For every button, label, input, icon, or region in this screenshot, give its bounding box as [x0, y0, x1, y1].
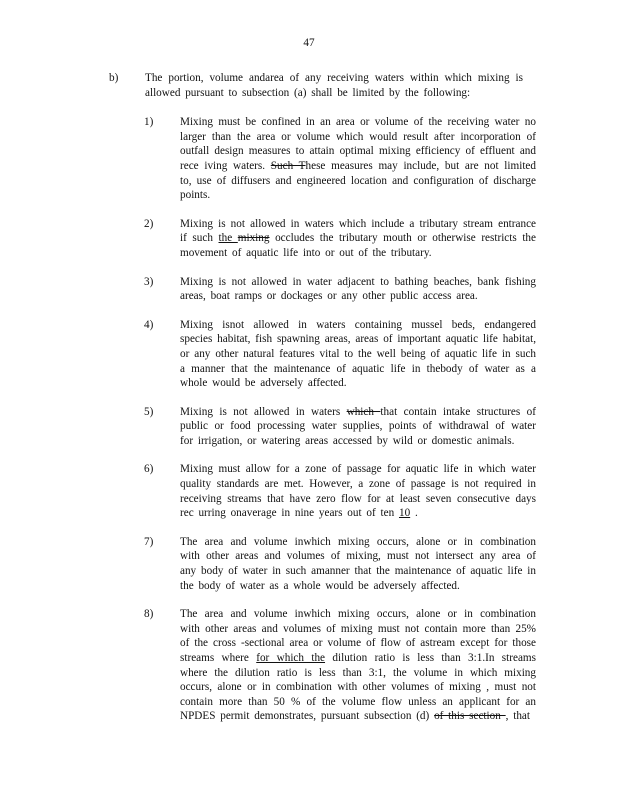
- numbered-list: [109, 115, 536, 724]
- deleted-text: of this section: [434, 710, 506, 723]
- inserted-text: 10: [398, 507, 411, 520]
- deleted-text: Such T: [270, 159, 306, 172]
- item-text: [180, 319, 536, 389]
- item-label: 8): [144, 608, 154, 621]
- deleted-text: mixing: [237, 232, 270, 245]
- list-item: [144, 217, 536, 261]
- text-run: Mixing is not allowed in water adjacent to bathing beaches, bank fishing areas, boat ramps or dockages or any other public access area.: [180, 275, 536, 303]
- list-item: [144, 462, 536, 520]
- section-label: b): [109, 72, 119, 84]
- item-text: [180, 406, 536, 447]
- text-run: Mixing must be confined in an area or volume of the receiving water no larger than the area or volume which would result after incorporation of outfall design measures to attain optimal mixing efficiency of effluent and rece iving waters.: [180, 116, 536, 172]
- item-text: [180, 536, 536, 592]
- text-run: Mixing must allow for a zone of passage for aquatic life in which water quality standards are met. However, a zone of passage is not required in receiving streams that have zero flow for at least seven consecutive days rec urring onaverage in nine years out of ten: [180, 463, 536, 520]
- item-label: 5): [144, 405, 154, 418]
- item-text: [180, 463, 536, 519]
- section-intro: The portion, volume andarea of any receiving waters within which mixing is allowed pursuant to subsection (a) shall be limited by the following:: [145, 72, 523, 99]
- text-run: hese measures may include, but are not limited to, use of diffusers and engineered location and configuration of discharge points.: [180, 159, 536, 202]
- page-number: 47: [303, 37, 315, 49]
- deleted-text: which: [346, 405, 381, 418]
- list-item: [144, 607, 536, 724]
- text-run: Mixing is not allowed in waters: [180, 405, 347, 418]
- inserted-text: for which the: [256, 652, 326, 664]
- text-run: occludes the tributary mouth or otherwise restricts the movement of aquatic life into or out of the tributary.: [180, 232, 536, 259]
- item-label: 3): [144, 275, 154, 288]
- item-text: [180, 116, 536, 201]
- text-run: Mixing isnot allowed in waters containing mussel beds, endangered species habitat, fish spawning areas, areas of important aquatic life habitat, or any other natural features vital to the well being of aquatic life in such a manner that the maintenance of aquatic life in thebody of water as a whole would be adversely affected.: [180, 318, 536, 390]
- text-run: .: [410, 507, 418, 520]
- text-run: that contain intake structures of public or food processing water supplies, points of withdrawal of water for irrigation, or watering areas accessed by wild or domestic animals.: [180, 405, 536, 447]
- item-text: [180, 218, 536, 259]
- list-item: [144, 535, 536, 593]
- text-run: dilution ratio is less than 3:1.In streams where the dilution ratio is less than 3:1, the volume in which mixing occurs, alone or in combination with other volumes of mixing , must not contain more than 50 % of the volume flow unless an applicant for an NPDES permit demonstrates, pursuant subsection (d): [180, 652, 536, 723]
- list-item: [144, 115, 536, 203]
- text-run: The area and volume inwhich mixing occurs, alone or in combination with other areas and volumes of mixing must not contain more than 25% of the cross -sectional area or volume of flow of astream except for those streams where: [180, 608, 536, 664]
- item-label: 7): [144, 535, 154, 548]
- item-label: 4): [144, 318, 154, 331]
- item-text: [180, 608, 536, 722]
- text-run: , that: [505, 710, 531, 723]
- text-run: The area and volume inwhich mixing occurs, alone or in combination with other areas and volumes of mixing, must not intersect any area of any body of water in such amanner that the maintenance of aquatic life in the body of water as a whole would be adversely affected.: [180, 535, 536, 592]
- item-label: 2): [144, 217, 154, 230]
- list-item: [144, 405, 536, 449]
- text-run: Mixing is not allowed in waters which include a tributary stream entrance if such: [180, 217, 536, 245]
- inserted-text: the: [218, 232, 238, 245]
- item-text: [180, 276, 536, 303]
- item-label: 6): [144, 463, 154, 476]
- list-item: [144, 275, 536, 304]
- list-item: [144, 318, 536, 391]
- section-b: [109, 71, 536, 738]
- item-label: 1): [144, 116, 154, 129]
